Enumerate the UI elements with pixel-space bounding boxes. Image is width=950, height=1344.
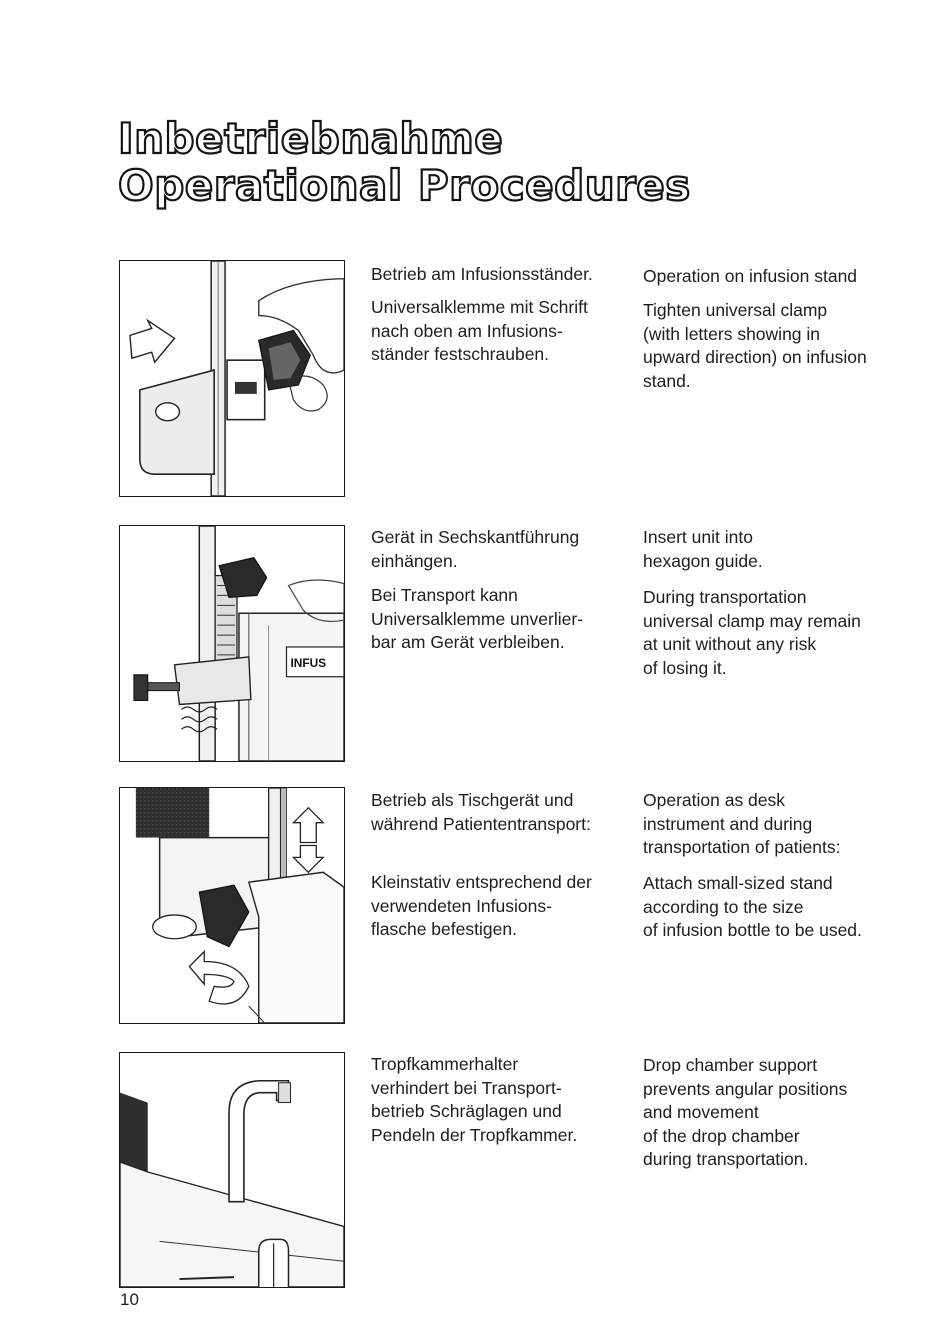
section2-english-heading: Insert unit into hexagon guide. [643,527,763,571]
section4-german-text: Tropfkammerhalter verhindert bei Transport- betrieb Schräglagen und Pendeln der Tropfkammer. [371,1054,578,1145]
section3-german-body: Kleinstativ entsprechend der verwendeten Infusions- flasche befestigen. [371,872,592,939]
device-label-text: INFUS [290,655,327,670]
page-title-german: Inbetriebnahme [118,114,504,163]
section1-english-heading: Operation on infusion stand [643,266,858,286]
page-title-english: Operational Procedures [118,161,691,210]
section1-german-heading: Betrieb am Infusionsständer. [371,264,593,284]
section1-english-body: Tighten universal clamp (with letters showing in upward direction) on infusion stand. [643,300,867,391]
hexagon-guide-illustration [119,525,345,762]
section4-english-text: Drop chamber support prevents angular positions and movement of the drop chamber during transportation. [643,1055,848,1169]
section2-german-body: Bei Transport kann Universalklemme unverlier- bar am Gerät verbleiben. [371,585,583,652]
drop-chamber-support-illustration [119,1052,345,1288]
desk-stand-illustration [119,787,345,1024]
section3-english-heading: Operation as desk instrument and during transportation of patients: [643,790,841,857]
section2-english-body: During transportation universal clamp may remain at unit without any risk of losing it. [643,587,861,678]
page-number: 10 [120,1290,139,1309]
section3-english-body: Attach small-sized stand according to the size of infusion bottle to be used. [643,873,862,940]
clamp-on-stand-illustration [119,260,345,497]
section1-german-body: Universalklemme mit Schrift nach oben am Infusions- ständer festschrauben. [371,297,588,364]
section3-german-heading: Betrieb als Tischgerät und während Patiententransport: [371,790,591,834]
section2-german-heading: Gerät in Sechskantführung einhängen. [371,527,580,571]
